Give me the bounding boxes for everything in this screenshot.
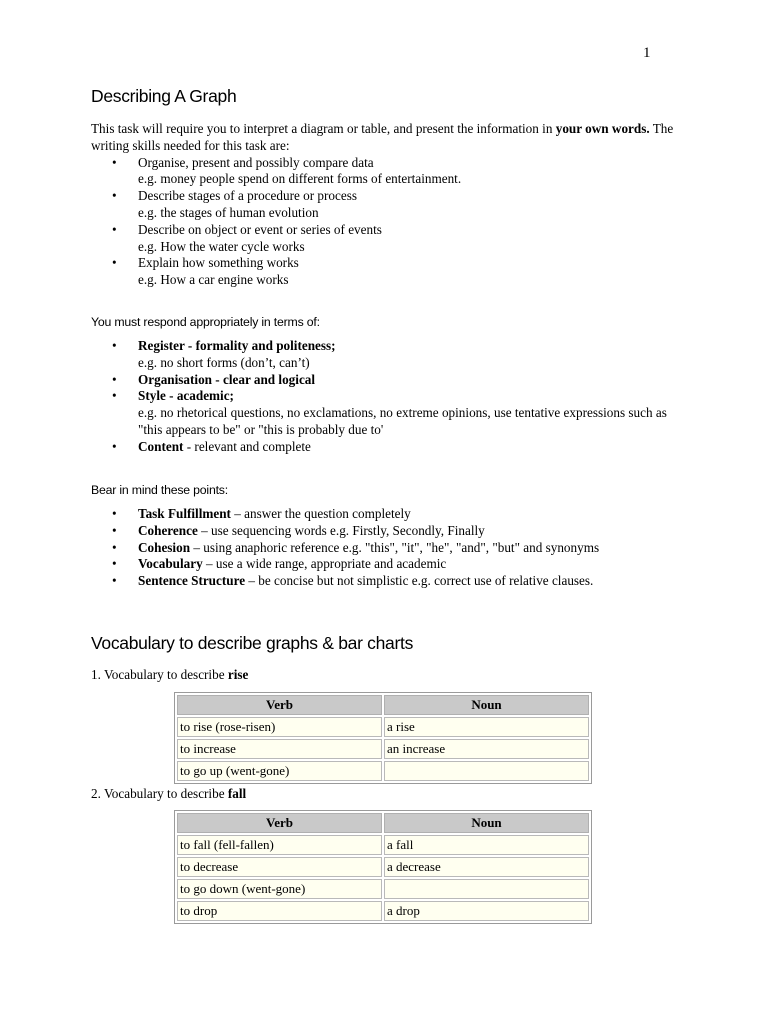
rise-label: [91, 667, 248, 684]
bear-term: Task Fulfillment: [138, 506, 231, 521]
skill-text: Describe on object or event or series of events: [138, 221, 382, 237]
list-item: [91, 439, 677, 456]
skill-text: Explain how something works: [138, 255, 299, 271]
respond-term: Organisation - clear and logical: [138, 371, 316, 387]
respond-list: [91, 338, 677, 456]
skills-list: [91, 155, 677, 289]
list-item: [91, 523, 677, 540]
list-item: [91, 338, 677, 372]
list-item: [91, 573, 677, 590]
respond-example: e.g. no rhetorical questions, no exclamations, no extreme opinions, use tentative expressions such as "this appears to be" or "this is probably due to': [138, 405, 667, 437]
respond-term: Style - academic;: [138, 388, 234, 404]
table-row: [177, 835, 589, 855]
intro-text-a: This task will require you to interpret a diagram or table, and present the information in: [91, 121, 556, 136]
list-item: [91, 222, 677, 256]
noun-cell: [384, 761, 589, 781]
noun-cell: a decrease: [384, 857, 589, 877]
table-row: [177, 761, 589, 781]
fall-label-text: 2. Vocabulary to describe: [91, 786, 228, 801]
intro-text-bold: your own words.: [555, 121, 650, 136]
bear-term: Coherence: [138, 522, 198, 538]
intro-paragraph: [91, 121, 677, 155]
skill-example: e.g. How a car engine works: [138, 272, 289, 288]
list-item: [91, 506, 677, 523]
verb-cell: to drop: [177, 901, 382, 921]
skill-example: e.g. How the water cycle works: [138, 238, 305, 254]
list-item: [91, 255, 677, 289]
respond-example: e.g. no short forms (don’t, can’t): [138, 354, 310, 370]
skill-example: e.g. the stages of human evolution: [138, 204, 319, 220]
table-row: [177, 717, 589, 737]
bear-text: – use a wide range, appropriate and academic: [202, 556, 447, 572]
table-header-row: [177, 813, 589, 833]
column-header-verb: Verb: [177, 695, 382, 715]
skill-text: Organise, present and possibly compare data: [138, 154, 374, 170]
fall-label: [91, 786, 246, 803]
bear-heading: Bear in mind these points:: [91, 483, 228, 497]
verb-cell: to increase: [177, 739, 382, 759]
list-item: [91, 540, 677, 557]
bear-list: [91, 506, 677, 590]
verb-cell: to rise (rose-risen): [177, 717, 382, 737]
verb-cell: to fall (fell-fallen): [177, 835, 382, 855]
skill-example: e.g. money people spend on different forms of entertainment.: [138, 171, 462, 187]
list-item: [91, 556, 677, 573]
vocab-heading: Vocabulary to describe graphs & bar charts: [91, 633, 414, 653]
rise-label-bold: rise: [227, 667, 249, 682]
noun-cell: an increase: [384, 739, 589, 759]
bear-text: – using anaphoric reference e.g. "this", "it", "he", "and", "but" and synonyms: [190, 539, 600, 555]
table-row: [177, 857, 589, 877]
noun-cell: a rise: [384, 717, 589, 737]
fall-table: [174, 810, 592, 924]
verb-cell: to go down (went-gone): [177, 879, 382, 899]
respond-heading: You must respond appropriately in terms of:: [91, 315, 320, 329]
list-item: [91, 388, 677, 438]
fall-label-bold: fall: [227, 786, 247, 801]
respond-term: Register - formality and politeness;: [138, 338, 336, 353]
noun-cell: a drop: [384, 901, 589, 921]
noun-cell: a fall: [384, 835, 589, 855]
bear-term: Sentence Structure: [138, 573, 246, 589]
respond-section: [91, 338, 677, 456]
noun-cell: [384, 879, 589, 899]
list-item: [91, 188, 677, 222]
page-number: 1: [643, 45, 651, 61]
column-header-noun: Noun: [384, 695, 589, 715]
rise-table: [174, 692, 592, 784]
respond-term: Content: [138, 438, 184, 454]
intro-section: [91, 121, 677, 289]
list-item: [91, 155, 677, 189]
column-header-verb: Verb: [177, 813, 382, 833]
bear-text: – be concise but not simplistic e.g. correct use of relative clauses.: [245, 573, 594, 589]
bear-text: – answer the question completely: [230, 506, 411, 521]
bear-section: [91, 506, 677, 590]
table-row: [177, 879, 589, 899]
bear-term: Cohesion: [138, 539, 191, 555]
list-item: [91, 372, 677, 389]
bear-term: Vocabulary: [138, 556, 203, 572]
bear-text: – use sequencing words e.g. Firstly, Secondly, Finally: [197, 522, 485, 538]
intro-text-b: The writing skills needed for this task are:: [91, 121, 674, 153]
page-title: Describing A Graph: [91, 86, 237, 106]
verb-cell: to decrease: [177, 857, 382, 877]
skill-text: Describe stages of a procedure or process: [138, 188, 357, 204]
verb-cell: to go up (went-gone): [177, 761, 382, 781]
rise-label-text: 1. Vocabulary to describe: [91, 667, 228, 682]
table-row: [177, 901, 589, 921]
table-header-row: [177, 695, 589, 715]
table-row: [177, 739, 589, 759]
respond-text: - relevant and complete: [183, 438, 311, 454]
column-header-noun: Noun: [384, 813, 589, 833]
